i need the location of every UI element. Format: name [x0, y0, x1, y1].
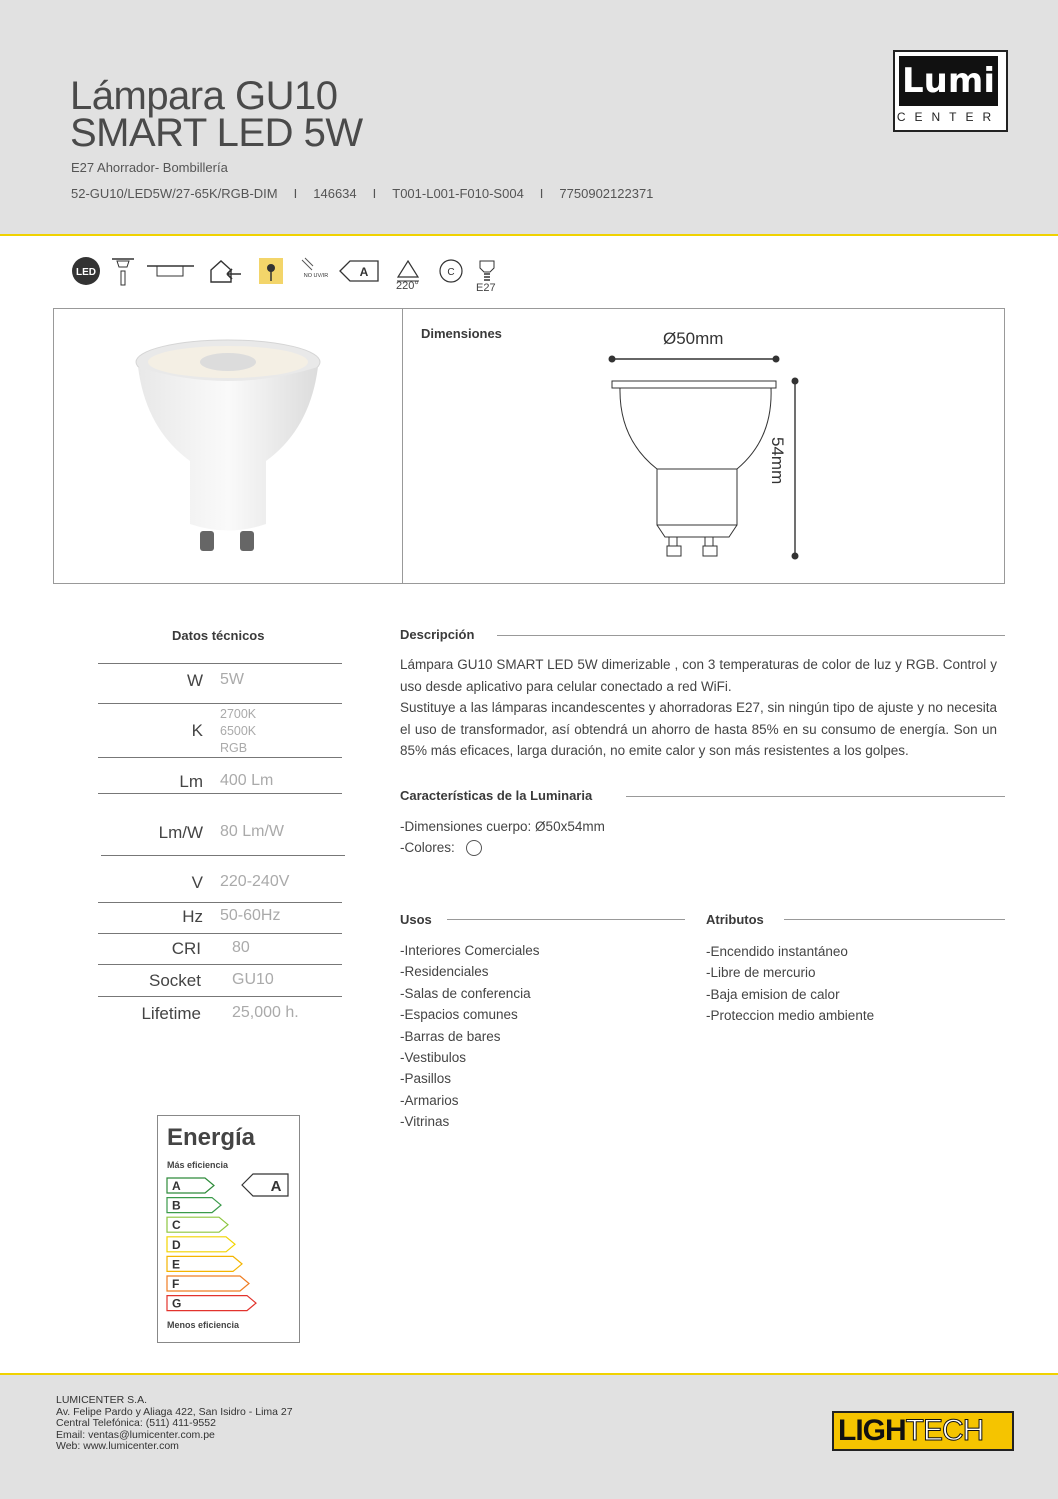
company-name: LUMICENTER S.A.: [56, 1394, 148, 1406]
list-item: -Armarios: [400, 1092, 459, 1108]
product-image-panel: [53, 308, 403, 584]
spec-value-lifetime: 25,000 h.: [232, 1004, 299, 1021]
specs-divider: [98, 663, 342, 664]
voltage-icon-label: 220°: [396, 280, 419, 292]
features-colors: -Colores:: [400, 840, 455, 855]
energy-class-label-a: A: [172, 1179, 181, 1193]
specs-divider: [98, 793, 342, 794]
list-item: -Vestibulos: [400, 1050, 467, 1066]
usos-heading: Usos: [400, 912, 432, 927]
atributos-rule: [784, 919, 1005, 920]
spec-value-k: [220, 706, 256, 757]
list-item: -Interiores Comerciales: [400, 943, 540, 958]
lumicenter-logo: [893, 50, 1008, 132]
description-rule: [497, 635, 1005, 636]
company-phone: Central Telefónica: (511) 411-9552: [56, 1417, 216, 1429]
specs-divider: [101, 855, 345, 856]
energy-class-label-e: E: [172, 1257, 181, 1272]
energy-class-icon: [338, 256, 380, 286]
spec-value-socket: GU10: [232, 971, 274, 988]
company-email: Email: ventas@lumicenter.com.pe: [56, 1428, 215, 1441]
list-item: -Residenciales: [400, 964, 489, 980]
lightech-logo-part1: LIGH: [838, 1414, 906, 1447]
spec-value-cri: 80: [232, 939, 250, 956]
description-paragraph-2: Sustituye a las lámparas incandescentes y ahorradoras E27, sin ningún tipo de ajuste y no necesita el uso de transformador, así obtendrá un ahorro de hasta 85% en su consumo de energía. Son un 85% más eficaces, larga duración, no emite calor y son más resistentes a los golpes.: [400, 700, 997, 758]
spec-value-v: 220-240V: [220, 873, 290, 890]
list-item: -Libre de mercurio: [706, 965, 816, 981]
energy-class-icon-label: A: [359, 265, 369, 279]
spec-value-w: 5W: [220, 671, 244, 688]
atributos-heading: Atributos: [706, 912, 764, 927]
energy-rating-label: A: [270, 1178, 282, 1195]
energy-class-label-f: F: [172, 1277, 180, 1291]
energy-less-label: Menos eficiencia: [167, 1320, 240, 1330]
spec-key-lm: Lm: [179, 772, 203, 791]
indoor-home-icon: [207, 256, 245, 286]
specs-divider: [98, 757, 342, 758]
spec-key-socket: Socket: [149, 971, 201, 990]
list-item: -Baja emision de calor: [706, 986, 840, 1002]
energy-label: [157, 1115, 300, 1343]
list-item: -Espacios comunes: [400, 1007, 518, 1023]
spec-value-k-rgb: RGB: [220, 741, 248, 755]
list-item: -Barras de bares: [400, 1028, 501, 1044]
c-mark-icon: [437, 256, 465, 286]
spec-value-hz: 50-60Hz: [220, 907, 281, 924]
gu10-bulb-image: [54, 309, 402, 583]
lightech-logo-part2: TECH: [905, 1414, 984, 1447]
list-item: -Salas de conferencia: [400, 985, 531, 1001]
logo-sub-text: CENTER: [896, 110, 1001, 124]
code-separator: I: [372, 186, 377, 201]
socket-icon-label: E27: [476, 282, 496, 294]
description-paragraph-1: Lámpara GU10 SMART LED 5W dimerizable , con 3 temperaturas de color de luz y RGB. Control y uso desde aplicativo para celular conectado a red WiFi.: [400, 657, 997, 694]
product-code-ref: 52-GU10/LED5W/27-65K/RGB-DIM: [71, 186, 278, 201]
product-title-line2: SMART LED 5W: [70, 111, 363, 155]
spec-value-k-2700: 2700K: [220, 707, 257, 721]
energy-scale: [158, 1116, 299, 1342]
dimensions-heading: Dimensiones: [421, 326, 502, 341]
energy-more-label: Más eficiencia: [167, 1160, 229, 1170]
description-heading: Descripción: [400, 627, 475, 642]
dimensions-panel: [401, 308, 1005, 584]
description-text: [400, 654, 997, 762]
energy-class-label-d: D: [172, 1237, 181, 1252]
atributos-list: [706, 941, 874, 1027]
lightech-logo: [832, 1411, 1014, 1451]
features-rule: [626, 796, 1005, 797]
specs-divider: [98, 902, 342, 903]
spec-key-w: W: [186, 671, 203, 690]
logo-main-text: Lumi: [899, 56, 998, 106]
company-address: [56, 1395, 293, 1453]
color-swatch-white: [466, 840, 482, 856]
product-code-location: T001-L001-F010-S004: [392, 186, 524, 201]
energy-class-label-g: G: [172, 1296, 182, 1311]
spec-key-lifetime: Lifetime: [141, 1004, 201, 1023]
specs-divider: [98, 964, 342, 965]
company-street: Av. Felipe Pardo y Aliaga 422, San Isidro - Lima 27: [56, 1405, 293, 1418]
product-code-ean: 7750902122371: [559, 186, 654, 201]
specs-divider: [98, 996, 342, 997]
usos-rule: [447, 919, 685, 920]
usos-list: [400, 940, 540, 1133]
list-item: -Vitrinas: [400, 1114, 450, 1130]
energy-class-label-b: B: [172, 1198, 181, 1213]
product-codes: [71, 186, 653, 201]
spec-key-hz: Hz: [182, 907, 203, 926]
specs-heading: Datos técnicos: [172, 628, 265, 643]
energy-class-label-c: C: [172, 1218, 181, 1233]
spec-key-cri: CRI: [171, 939, 201, 958]
c-mark-label: C: [447, 267, 455, 278]
list-item: -Encendido instantáneo: [706, 944, 848, 959]
features-dimensions: -Dimensiones cuerpo: Ø50x54mm: [400, 819, 605, 834]
led-icon-label: LED: [76, 267, 96, 278]
no-uv-ir-label: NO UV/IR: [303, 273, 328, 279]
product-code-id: 146634: [313, 186, 357, 201]
spec-key-v: V: [191, 873, 203, 892]
spec-key-k: K: [191, 721, 203, 740]
spotlight-icon: [108, 256, 138, 286]
bulb-warm-icon: [258, 256, 284, 286]
spec-key-lmw: Lm/W: [158, 823, 203, 842]
led-icon: [70, 256, 102, 286]
code-separator: I: [293, 186, 298, 201]
spec-value-lm: 400 Lm: [220, 772, 274, 789]
company-web: Web: www.lumicenter.com: [56, 1440, 179, 1452]
dimension-drawing: [401, 309, 1004, 583]
code-separator: I: [539, 186, 544, 201]
list-item: -Pasillos: [400, 1071, 452, 1087]
specs-divider: [98, 703, 342, 704]
specs-divider: [98, 933, 342, 934]
product-title-line1: Lámpara GU10: [70, 74, 338, 118]
spec-value-lmw: 80 Lm/W: [220, 823, 285, 840]
recessed-icon: [146, 256, 196, 286]
no-uv-ir-icon: [298, 256, 328, 286]
spec-value-k-6500: 6500K: [220, 724, 257, 738]
width-dimension-label: Ø50mm: [663, 329, 724, 348]
list-item: -Proteccion medio ambiente: [706, 1008, 875, 1024]
energy-title: Energía: [167, 1124, 256, 1151]
product-category: E27 Ahorrador- Bombillería: [71, 160, 228, 175]
features-heading: Características de la Luminaria: [400, 788, 593, 803]
height-dimension-label: 54mm: [768, 437, 787, 485]
